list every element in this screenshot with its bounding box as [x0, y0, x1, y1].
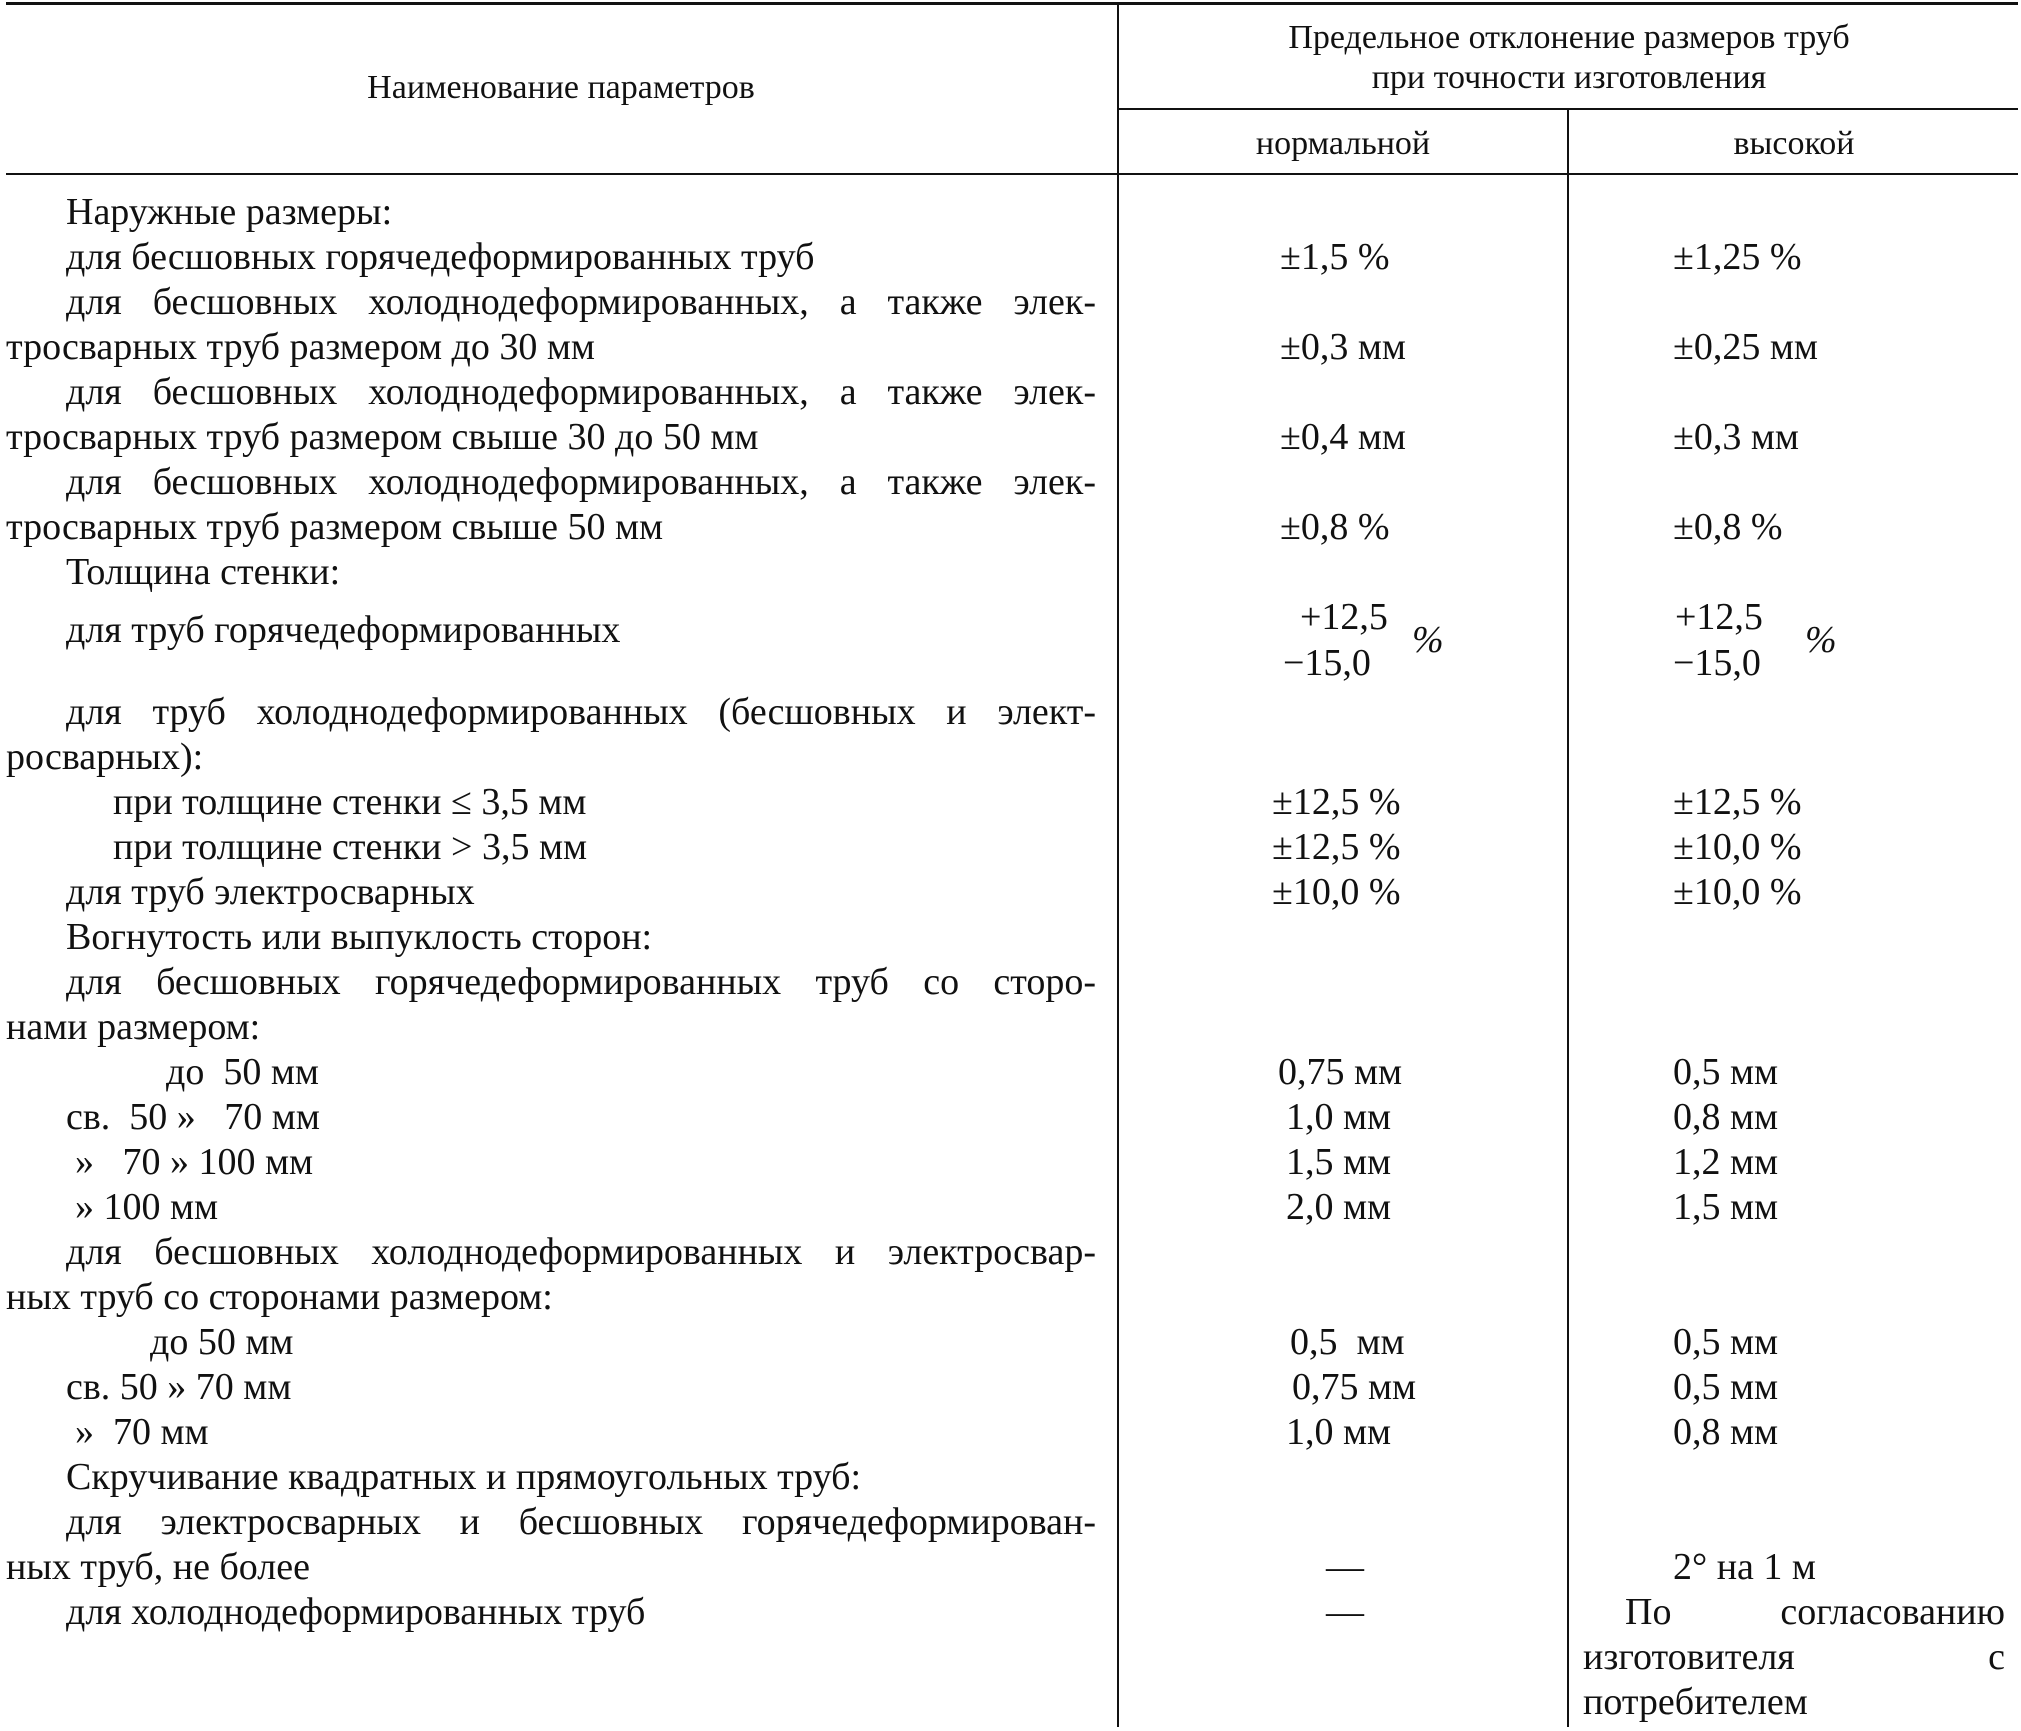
outer-r1-high: ±0,25 мм	[1673, 326, 1818, 368]
wall-hot-high-minus: −15,0	[1673, 642, 1761, 684]
conc-c1-normal: 0,5 мм	[1290, 1321, 1405, 1363]
conc-c3-label: » 70 мм	[75, 1411, 209, 1453]
wall-gt-high: ±10,0 %	[1673, 826, 1802, 868]
conc-h1-label: до 50 мм	[166, 1051, 319, 1093]
conc-c1-label: до 50 мм	[150, 1321, 294, 1363]
twist-b-label: для холоднодеформированных труб	[66, 1591, 646, 1633]
wall-le-normal: ±12,5 %	[1272, 781, 1401, 823]
outer-r2-line2: тросварных труб размером свыше 30 до 50 мм	[6, 416, 759, 458]
conc-cold-line2: ных труб со сторонами размером:	[6, 1276, 553, 1318]
section-conc-title: Вогнутость или выпуклость сторон:	[66, 916, 653, 958]
conc-c3-normal: 1,0 мм	[1286, 1411, 1392, 1453]
conc-h4-label: » 100 мм	[75, 1186, 219, 1228]
header-deviation-line1: Предельное отклонение размеров труб	[1288, 19, 1850, 56]
outer-r1-normal: ±0,3 мм	[1280, 326, 1406, 368]
outer-hot-label: для бесшовных горячедеформированных труб	[66, 236, 815, 278]
outer-r2-normal: ±0,4 мм	[1280, 416, 1406, 458]
wall-hot-normal-unit: %	[1412, 619, 1444, 661]
outer-r1-line2: тросварных труб размером до 30 мм	[6, 326, 595, 368]
outer-r3-normal: ±0,8 %	[1280, 506, 1390, 548]
section-twist-title: Скручивание квадратных и прямоугольных труб:	[66, 1456, 862, 1498]
conc-hot-line2: нами размером:	[6, 1006, 261, 1048]
twist-b-normal: —	[1326, 1591, 1364, 1633]
wall-hot-normal-plus: +12,5	[1300, 596, 1388, 638]
outer-r2-line1: для бесшовных холоднодеформированных, а также элек-	[66, 371, 1096, 413]
header-normal: нормальной	[1255, 125, 1431, 162]
outer-r3-line1: для бесшовных холоднодеформированных, а также элек-	[66, 461, 1096, 503]
conc-h2-high: 0,8 мм	[1673, 1096, 1779, 1138]
conc-h3-label: » 70 » 100 мм	[75, 1141, 314, 1183]
conc-hot-line1: для бесшовных горячедеформированных труб со сторо-	[66, 961, 1096, 1003]
twist-b-high: По согласованию изготовителя с потребителем	[1583, 1591, 2005, 1723]
outer-r3-high: ±0,8 %	[1673, 506, 1783, 548]
outer-r2-high: ±0,3 мм	[1673, 416, 1799, 458]
conc-c2-label: св. 50 » 70 мм	[66, 1366, 292, 1408]
header-high: высокой	[1733, 125, 1855, 162]
wall-hot-high-unit: %	[1805, 619, 1837, 661]
wall-weld-high: ±10,0 %	[1673, 871, 1802, 913]
twist-a-high: 2° на 1 м	[1673, 1546, 1816, 1588]
wall-gt-normal: ±12,5 %	[1272, 826, 1401, 868]
wall-cold-line1: для труб холоднодеформированных (бесшовных и элект-	[66, 691, 1096, 733]
wall-hot-label: для труб горячедеформированных	[66, 609, 621, 651]
conc-h2-normal: 1,0 мм	[1286, 1096, 1392, 1138]
wall-le-label: при толщине стенки ≤ 3,5 мм	[113, 781, 587, 823]
conc-c2-normal: 0,75 мм	[1292, 1366, 1417, 1408]
conc-cold-line1: для бесшовных холоднодеформированных и электросвар-	[66, 1231, 1096, 1273]
wall-hot-normal-minus: −15,0	[1283, 642, 1371, 684]
conc-h1-high: 0,5 мм	[1673, 1051, 1779, 1093]
wall-le-high: ±12,5 %	[1673, 781, 1802, 823]
col-divider-1	[1117, 2, 1119, 1727]
conc-c1-high: 0,5 мм	[1673, 1321, 1779, 1363]
conc-h4-high: 1,5 мм	[1673, 1186, 1779, 1228]
conc-h3-normal: 1,5 мм	[1286, 1141, 1392, 1183]
section-wall-title: Толщина стенки:	[66, 551, 341, 593]
conc-h1-normal: 0,75 мм	[1278, 1051, 1403, 1093]
wall-weld-label: для труб электросварных	[66, 871, 475, 913]
header-param-col: Наименование параметров	[367, 69, 755, 106]
outer-hot-normal: ±1,5 %	[1280, 236, 1390, 278]
conc-h3-high: 1,2 мм	[1673, 1141, 1779, 1183]
top-rule	[6, 2, 2018, 5]
twist-a-line2: ных труб, не более	[6, 1546, 310, 1588]
conc-c3-high: 0,8 мм	[1673, 1411, 1779, 1453]
outer-r1-line1: для бесшовных холоднодеформированных, а также элек-	[66, 281, 1096, 323]
outer-r3-line2: тросварных труб размером свыше 50 мм	[6, 506, 664, 548]
outer-hot-high: ±1,25 %	[1673, 236, 1802, 278]
wall-cold-line2: росварных):	[6, 736, 204, 778]
header-deviation-line2: при точности изготовления	[1371, 59, 1767, 96]
col-divider-2	[1567, 108, 1569, 1727]
twist-a-line1: для электросварных и бесшовных горячедеформирован-	[66, 1501, 1096, 1543]
conc-c2-high: 0,5 мм	[1673, 1366, 1779, 1408]
wall-hot-high-plus: +12,5	[1675, 596, 1763, 638]
conc-h2-label: св. 50 » 70 мм	[66, 1096, 320, 1138]
wall-gt-label: при толщине стенки > 3,5 мм	[113, 826, 588, 868]
wall-weld-normal: ±10,0 %	[1272, 871, 1401, 913]
twist-a-normal: —	[1326, 1546, 1364, 1588]
header-bottom-rule	[6, 173, 2018, 175]
conc-h4-normal: 2,0 мм	[1286, 1186, 1392, 1228]
section-outer-title: Наружные размеры:	[66, 191, 393, 233]
